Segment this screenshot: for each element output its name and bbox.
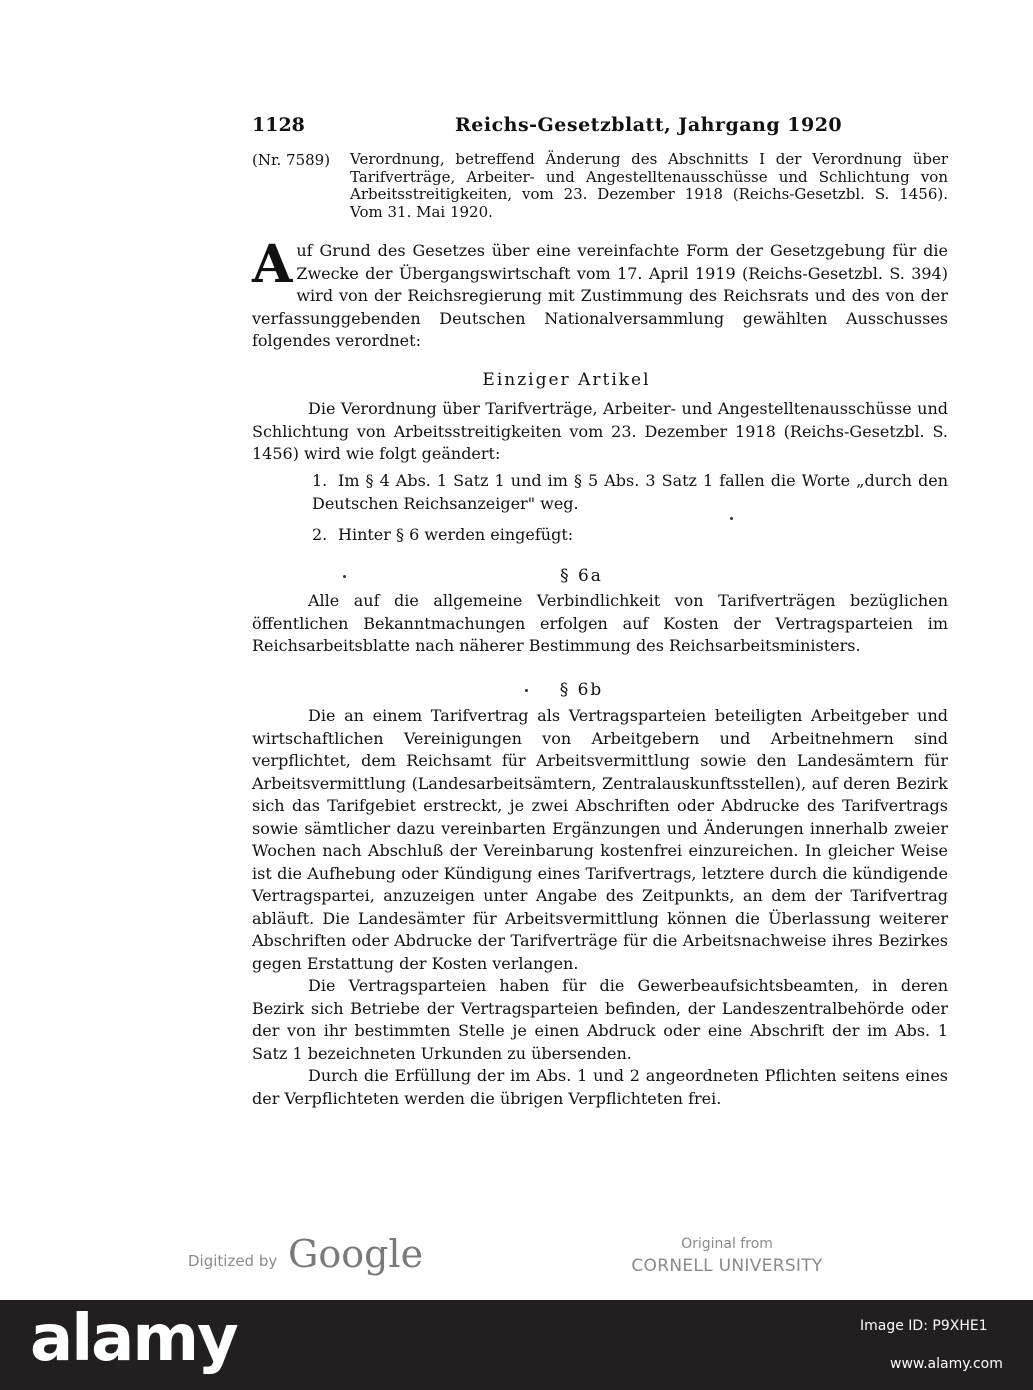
section-6a-heading: § 6a <box>560 566 603 586</box>
alamy-logo: alamy <box>30 1302 237 1376</box>
journal-title: Reichs-Gesetzblatt, Jahrgang 1920 <box>455 114 843 136</box>
section-6b-paragraph-3: Durch die Erfüllung der im Abs. 1 und 2 angeordneten Pflichten seitens eines der Verpflichteten werden die übrigen Verpflichteten frei. <box>252 1066 948 1108</box>
article-heading: Einziger Artikel <box>482 370 651 390</box>
preamble <box>252 234 948 353</box>
section-6a-text: Alle auf die allgemeine Verbindlichkeit von Tarifverträgen bezüglichen öffentlichen Bekanntmachungen erfolgen auf Kosten der Vertragsparteien im Reichsarbeitsblatte nach näherer Bestimmung des Reichsarbeitsministers. <box>252 591 948 655</box>
print-speck <box>525 689 528 692</box>
institution-name: CORNELL UNIVERSITY <box>631 1256 823 1276</box>
stock-url: www.alamy.com <box>890 1356 1003 1372</box>
section-6b-heading: § 6b <box>559 680 604 700</box>
digitized-by-label: Digitized by <box>188 1252 278 1270</box>
stock-image-id: Image ID: P9XHE1 <box>860 1318 988 1334</box>
list-item-text: Im § 4 Abs. 1 Satz 1 und im § 5 Abs. 3 Satz 1 fallen die Worte „durch den Deutschen Reichsanzeiger" weg. <box>312 471 948 513</box>
regulation-title: Verordnung, betreffend Änderung des Abschnitts I der Verordnung über Tarifverträge, Arbeiter- und Angestelltenausschüsse und Schlichtung von Arbeitsstreitigkeiten, vom 23. Dezember 1918 (Reichs-Gesetzbl. S. 1456). Vom 31. Mai 1920. <box>350 150 948 221</box>
list-item <box>312 470 948 515</box>
google-logo: Google <box>288 1232 424 1276</box>
print-speck <box>730 517 733 520</box>
list-item-number: 1. <box>312 471 328 490</box>
section-6b-paragraph-1: Die an einem Tarifvertrag als Vertragsparteien beteiligten Arbeitgeber und wirtschaftlichen Vereinigungen von Arbeitgebern und Arbeitnehmern sind verpflichtet, dem Reichsamt für Arbeitsvermittlung sowie den Landesämtern für Arbeitsvermittlung (Landesarbeitsämtern, Zentralauskunftsstellen), auf deren Bezirk sich das Tarifgebiet erstreckt, je zwei Abschriften oder Abdrucke des Tarifvertrags sowie sämtlicher dazu vereinbarten Ergänzungen und Änderungen innerhalb zweier Wochen nach Abschluß der Vereinbarung kostenfrei einzureichen. In gleicher Weise ist die Aufhebung oder Kündigung eines Tarifvertrags, letztere durch die kündigende Vertragspartei, anzuzeigen unter Angabe des Zeitpunkts, an dem der Tarifvertrag abläuft. Die Landesämter für Arbeitsvermittlung können die Überlassung weiterer Abschriften oder Abdrucke der Tarifverträge für die Arbeitsnachweise ihres Bezirkes gegen Erstattung der Kosten verlangen. <box>252 706 948 973</box>
print-speck <box>343 575 346 578</box>
page-number: 1128 <box>252 114 305 136</box>
regulation-number: (Nr. 7589) <box>252 151 331 169</box>
section-6b-paragraph-2: Die Vertragsparteien haben für die Gewerbeaufsichtsbeamten, in deren Bezirk sich Betriebe der Vertragsparteien befinden, der Landeszentralbehörde oder der von ihr bestimmten Stelle je einen Abdruck oder eine Abschrift der im Abs. 1 Satz 1 bezeichneten Urkunden zu übersenden. <box>252 976 948 1063</box>
article-intro: Die Verordnung über Tarifverträge, Arbeiter- und Angestelltenausschüsse und Schlichtung von Arbeitsstreitigkeiten vom 23. Dezember 1918 (Reichs-Gesetzbl. S. 1456) wird wie folgt geändert: <box>252 399 948 463</box>
list-item-number: 2. <box>312 525 328 544</box>
preamble-text: uf Grund des Gesetzes über eine vereinfachte Form der Gesetzgebung für die Zwecke der Übergangswirtschaft vom 17. April 1919 (Reichs-Gesetzbl. S. 394) wird von der Reichsregierung mit Zustimmung des Reichsrats und des von der verfassunggebenden Deutschen Nationalversammlung gewählten Ausschusses folgendes verordnet: <box>252 241 948 350</box>
list-item <box>312 524 948 547</box>
list-item-text: Hinter § 6 werden eingefügt: <box>338 525 574 544</box>
drop-cap: A <box>252 234 293 295</box>
original-from-label: Original from <box>681 1236 773 1252</box>
